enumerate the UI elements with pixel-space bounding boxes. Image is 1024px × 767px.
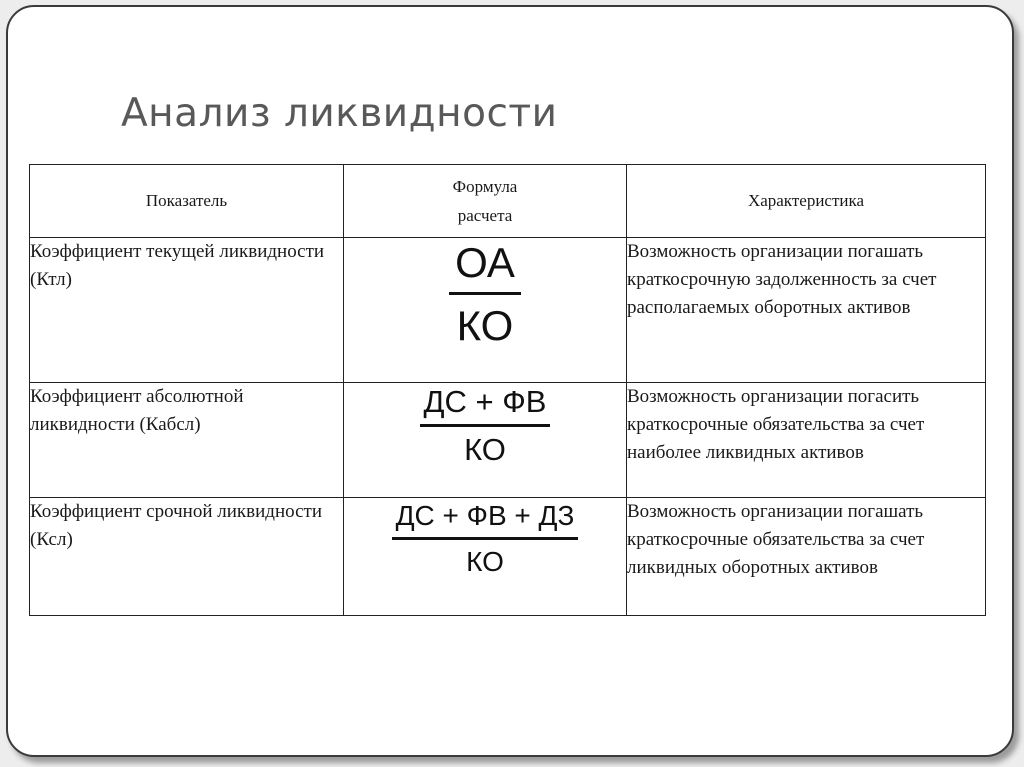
table-row — [30, 238, 986, 383]
indicator-cell: Коэффициент абсолютной ликвидности (Кабсл) — [30, 383, 344, 498]
header-formula — [344, 165, 627, 238]
table-row — [30, 498, 986, 616]
formula-fraction — [420, 383, 551, 469]
formula-fraction — [392, 498, 579, 580]
formula-cell — [344, 238, 627, 383]
characteristic-cell: Возможность организации погашать краткосрочные обязательства за счет ликвидных оборотных активов — [627, 498, 986, 616]
indicator-cell: Коэффициент срочной ликвидности (Ксл) — [30, 498, 344, 616]
header-formula-line1: Формула — [452, 177, 518, 196]
header-formula-line2: расчета — [457, 206, 513, 225]
formula-cell — [344, 498, 627, 616]
characteristic-cell: Возможность организации погашать краткосрочную задолженность за счет располагаемых оборотных активов — [627, 238, 986, 383]
table-header-row — [30, 165, 986, 238]
fraction-bar — [392, 537, 579, 540]
slide-title: Анализ ликвидности — [121, 91, 558, 136]
formula-cell — [344, 383, 627, 498]
indicator-cell: Коэффициент текущей ликвидности (Ктл) — [30, 238, 344, 383]
formula-fraction — [449, 238, 521, 351]
liquidity-table — [29, 164, 986, 616]
formula-denominator: КО — [466, 546, 504, 577]
table-row — [30, 383, 986, 498]
fraction-bar — [420, 424, 551, 427]
header-indicator: Показатель — [30, 165, 344, 238]
fraction-bar — [449, 292, 521, 295]
formula-numerator: ДС + ФВ — [423, 384, 547, 419]
formula-denominator: КО — [464, 432, 506, 467]
formula-numerator: ОА — [455, 239, 515, 286]
characteristic-cell: Возможность организации погасить краткосрочные обязательства за счет наиболее ликвидных активов — [627, 383, 986, 498]
slide — [6, 5, 1014, 757]
formula-denominator: КО — [456, 302, 514, 349]
header-characteristic: Характеристика — [627, 165, 986, 238]
formula-numerator: ДС + ФВ + ДЗ — [395, 500, 575, 531]
